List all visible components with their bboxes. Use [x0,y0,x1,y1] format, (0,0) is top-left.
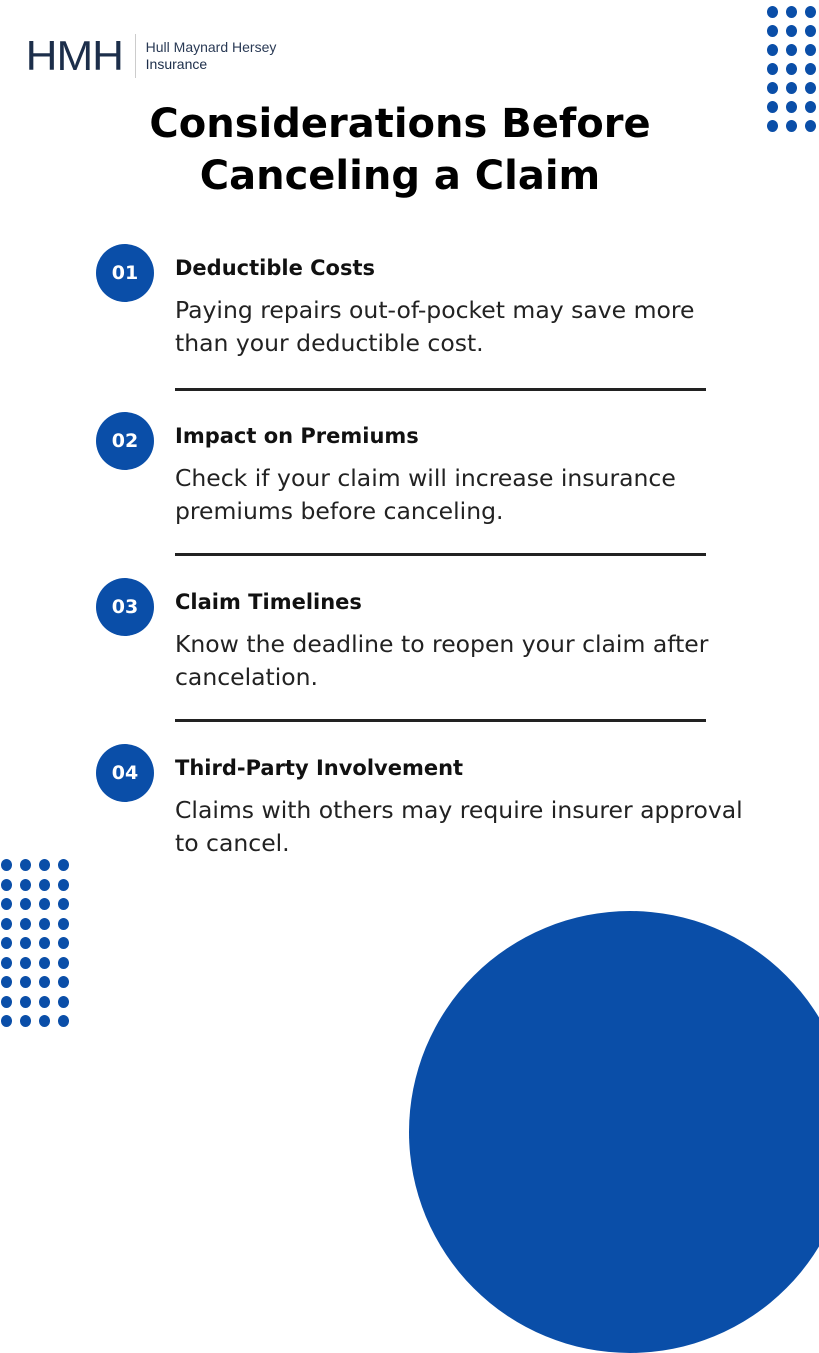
item-description: Paying repairs out-of-pocket may save more than your deductible cost. [175,296,695,357]
dot [1,957,12,969]
company-logo [25,32,277,79]
title-line-1: Considerations Before [149,101,651,147]
dot [58,996,69,1008]
dot [1,937,12,949]
page-title [0,98,800,202]
dot [39,918,50,930]
decorative-semicircle [409,911,819,1353]
item-description: Know the deadline to reopen your claim after cancelation. [175,630,709,691]
dot [39,859,50,871]
dot [1,918,12,930]
dot [786,25,797,37]
logo-mark: HMH [25,32,123,79]
logo-insurance: Insurance [145,56,208,72]
dot [767,25,778,37]
item-description: Check if your claim will increase insurance premiums before canceling. [175,464,676,525]
divider [175,719,706,722]
dot [805,63,816,75]
dot [1,879,12,891]
item-heading: Deductible Costs [175,256,376,280]
dot [805,25,816,37]
dot [58,976,69,988]
dot [58,937,69,949]
item-heading: Impact on Premiums [175,424,419,448]
dot [58,1015,69,1027]
title-line-2: Canceling a Claim [199,153,601,199]
dot [39,976,50,988]
dot [805,101,816,113]
dot [58,859,69,871]
dot [39,879,50,891]
number-badge: 02 [96,412,154,470]
number-badge: 03 [96,578,154,636]
dot [58,957,69,969]
dot [786,63,797,75]
dot [39,937,50,949]
dot [805,44,816,56]
logo-company-name: Hull Maynard Hersey [145,39,277,55]
dot [20,898,31,910]
dot [20,859,31,871]
dot [786,44,797,56]
number-badge: 04 [96,744,154,802]
number-badge: 01 [96,244,154,302]
divider [175,388,706,391]
logo-text [146,39,277,73]
dot [805,82,816,94]
dot [786,82,797,94]
dot [20,957,31,969]
dot [767,44,778,56]
dot [767,6,778,18]
dot [39,898,50,910]
dot [20,976,31,988]
logo-divider [135,34,136,78]
item-description: Claims with others may require insurer approval to cancel. [175,796,743,857]
dot [58,879,69,891]
dot [20,879,31,891]
dot-pattern-bottom-left [1,859,69,1027]
dot [20,996,31,1008]
dot [767,63,778,75]
dot [20,1015,31,1027]
dot [58,918,69,930]
dot [39,1015,50,1027]
dot [1,996,12,1008]
dot [805,120,816,132]
dot [1,1015,12,1027]
dot [39,957,50,969]
item-heading: Third-Party Involvement [175,756,464,780]
dot [805,6,816,18]
dot [20,937,31,949]
dot [786,6,797,18]
item-heading: Claim Timelines [175,590,362,614]
dot [1,976,12,988]
dot [1,859,12,871]
dot [39,996,50,1008]
dot [1,898,12,910]
dot [58,898,69,910]
divider [175,553,706,556]
dot [20,918,31,930]
dot [767,82,778,94]
